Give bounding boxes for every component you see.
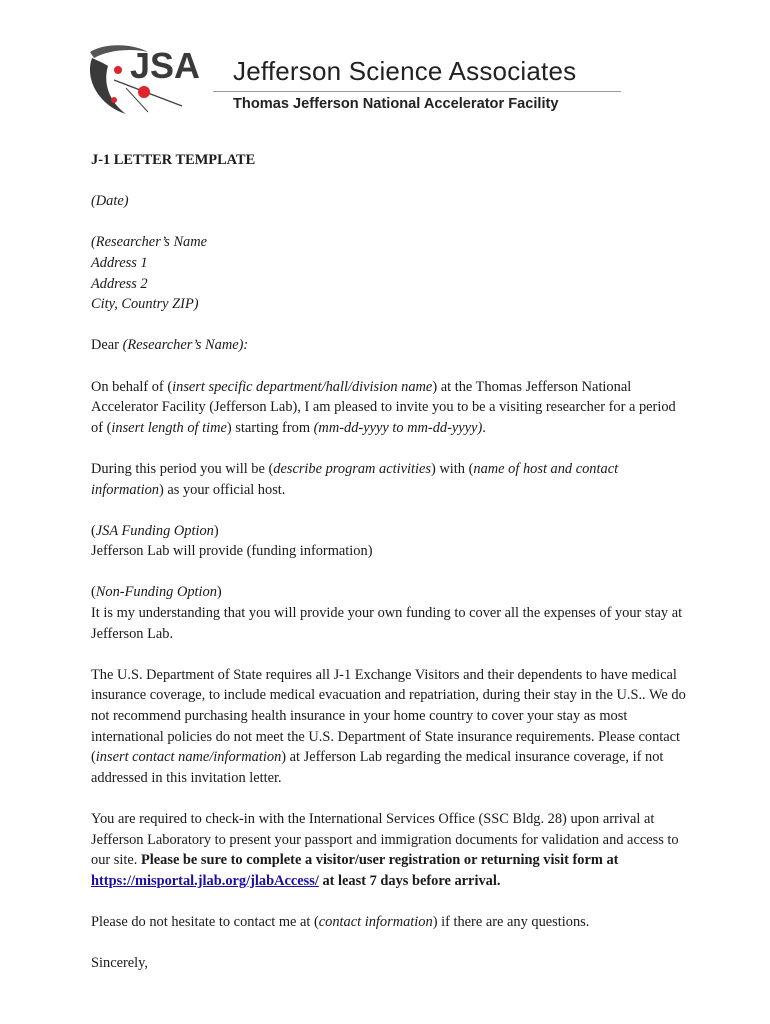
address-line: City, Country ZIP) [91,296,199,313]
salutation: Dear (Researcher’s Name): [91,337,249,354]
letter-date: (Date) [91,193,129,210]
logo-text: JSA [130,45,201,86]
jsa-swoosh-icon [86,40,216,120]
recipient-address [91,232,691,314]
address-line: Address 1 [91,254,148,271]
facility-name: Thomas Jefferson National Accelerator Facility [233,96,559,112]
org-name: Jefferson Science Associates [233,56,577,86]
funding-option: (JSA Funding Option) Jefferson Lab will provide (funding information) [91,522,373,560]
letter-title: J-1 LETTER TEMPLATE [91,152,256,168]
registration-link[interactable]: https://misportal.jlab.org/jlabAccess/ [91,872,319,889]
header-divider [213,91,621,92]
paragraph-check-in: You are required to check-in with the International Services Office (SSC Bldg. 28) upon arrival at Jefferson Laboratory to present your passport and immigration documents for validation and access to our site. Please be sure to complete a visitor/user registration or returning visit form at https://misportal.jlab.org/jlabAccess/ at least 7 days before arrival. [91,811,679,889]
paragraph-insurance: The U.S. Department of State requires all J-1 Exchange Visitors and their dependents to have medical insurance coverage, to include medical evacuation and repatriation, during their stay in the U.S.. We do not recommend purchasing health insurance in your home country to cover your stay as most international policies do not meet the U.S. Department of State insurance requirements. Please contact (insert contact name/information) at Jefferson Lab regarding the medical insurance coverage, if not addressed in this invitation letter. [91,666,686,786]
paragraph-invitation: On behalf of (insert specific department/hall/division name) at the Thomas Jefferson National Accelerator Facility (Jefferson Lab), I am pleased to invite you to be a visiting researcher for a period of (insert length of time) starting from (mm-dd-yyyy to mm-dd-yyyy). [91,378,676,436]
address-line: (Researcher’s Name [91,234,208,251]
jsa-logo [86,40,626,120]
closing: Sincerely, [91,955,149,972]
paragraph-contact: Please do not hesitate to contact me at (contact information) if there are any questions. [91,913,590,930]
paragraph-program: During this period you will be (describe program activities) with (name of host and contact information) as your official host. [91,460,619,498]
non-funding-option: (Non-Funding Option) It is my understanding that you will provide your own funding to cover all the expenses of your stay at Jefferson Lab. [91,584,683,642]
letter-body [91,150,691,994]
address-line: Address 2 [91,275,148,292]
